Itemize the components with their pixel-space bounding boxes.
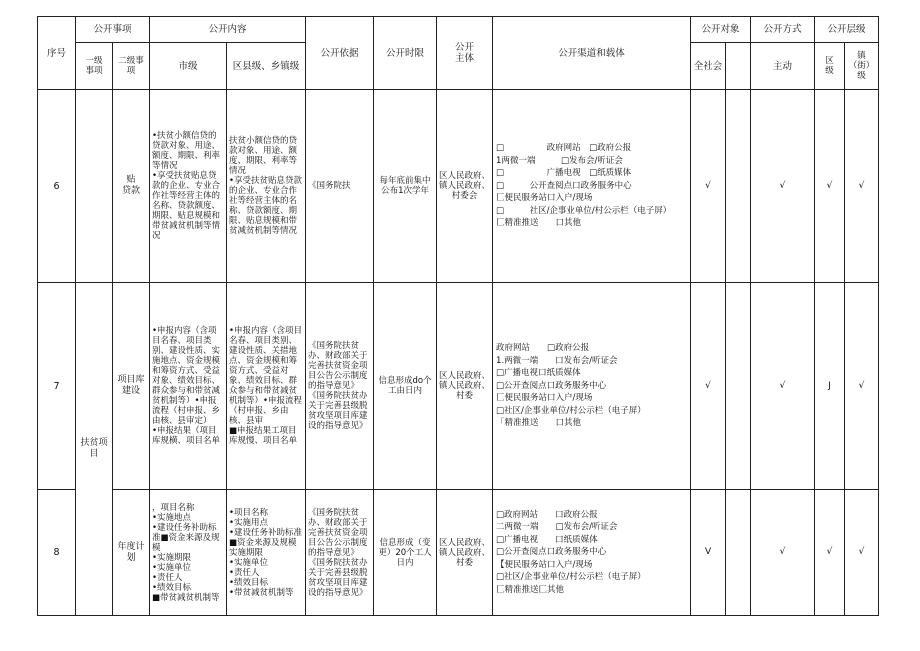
channel-line: 1两微一端 □发布会/听证会: [496, 155, 623, 166]
row-object-empty: [726, 490, 751, 616]
header-method-group: 公开方式: [751, 17, 815, 43]
row-level-town: √: [845, 490, 879, 616]
row-object-all: √: [691, 90, 726, 283]
row-level2: 贴 贷款: [113, 90, 150, 283]
row-subject: 区人民政府、镇人民政府、村委会: [437, 90, 493, 283]
header-object-empty: [726, 43, 751, 90]
header-level-town: 镇 （街） 级: [845, 43, 879, 90]
header-level-group: 公开层级: [815, 17, 879, 43]
row-subject: 区人民政府、镇人民政府、村委: [437, 283, 493, 490]
channel-line: 1.两微一端 口发布会/听证会: [496, 355, 618, 366]
row-object-all: √: [691, 283, 726, 490]
row-content-city: ，项目名称 •实施地点 •建设任务补助标准■资金来源及规模 •实施期限 •实施单位 •责任人 •绩效目标 ■带贫减贫机制等: [150, 490, 227, 616]
table-row: [38, 283, 879, 490]
row-channel: [493, 90, 691, 283]
row-basis: 《国务院扶贫办、财政部关于完善扶贫资金项目公告公示制度的指导意见》《国务院扶贫办关于完善县级脱贫攻坚项目库建设的指导意见》: [306, 283, 374, 490]
channel-line: 匚便民服务站口入户/现场: [496, 193, 593, 204]
header-object-group: 公开对象: [691, 17, 751, 43]
channel-line: □ 社区/企事业单位/村公示栏（电子屏）: [496, 205, 672, 216]
row-content-county: •项目名称 •实施用点 •建设任务补助标准■资金来源及规模 实施期限 •实施单位 •责任人 •绩效目标 •带贫减贫机制等: [227, 490, 306, 616]
channel-line: 二两微一端 □发布会/听证会: [496, 522, 618, 533]
header-content-county: 区县级、乡镇级: [227, 43, 306, 90]
row-channel: [493, 283, 691, 490]
header-method-active: 主动: [751, 43, 815, 90]
channel-line: □ 公开查阅点口政务服务中心: [496, 180, 632, 191]
row-subject: 区人民政府、镇人民政府、村委: [437, 490, 493, 616]
header-basis: 公开依据: [306, 17, 374, 90]
header-content-city: 市级: [150, 43, 227, 90]
channel-line: □公开查阅点口政务服务中心: [496, 547, 607, 558]
row-object-empty: [726, 90, 751, 283]
channel-line: 【便民服务站口入户/现场: [496, 559, 593, 570]
header-time-limit: 公开时限: [374, 17, 437, 90]
row-object-all: V: [691, 490, 726, 616]
header-content-group: 公开内容: [150, 17, 306, 43]
row-time-limit: 每年底前集中公布1次学年: [374, 90, 437, 283]
channel-line: □社区/企事业单位/村公示栏（电子屏）: [496, 405, 646, 416]
channel-line: □政府网站 口政府公报: [496, 509, 598, 520]
disclosure-table-sheet: [37, 16, 878, 616]
row-channel: [493, 490, 691, 616]
row-seq: 6: [38, 90, 76, 283]
channel-line: □广播电视口纸质媒体: [496, 368, 581, 379]
channel-line: 匚精准推送 口其他: [496, 218, 582, 229]
channel-line: 政府网站 □政府公报: [496, 343, 590, 354]
channel-line: 匚便民服务站口入户/现场: [496, 393, 593, 404]
row-level-district: √: [815, 90, 845, 283]
row-content-city: •扶贫小额信贷的贷款对象、用途、额度、期限、利率等情况 •享受扶贫贴息贷款的企业、专业合作社等经营主体的名称、贷款额度、期限、贴息规模和带贫减贫机制等情况: [150, 90, 227, 283]
disclosure-table: [37, 16, 879, 616]
table-row: [38, 90, 879, 283]
row-object-empty: [726, 283, 751, 490]
row-content-county: •申报内容（含项目名春、项目类别、建设性质、关措地点、资金规模和筹资方式、受益对象、绩效目标、群众参与和带贫减贫机制等）•申报流程（村申报、乡由核、县审 ■申报结果工项目库规慢、项目名单: [227, 283, 306, 490]
row-level1: 扶贫项 目: [76, 283, 113, 616]
row-level2: 项目库 建设: [113, 283, 150, 490]
row-level-district: J: [815, 283, 845, 490]
row-level1: [76, 90, 113, 283]
row-method-active: √: [751, 90, 815, 283]
row-level-town: √: [845, 90, 879, 283]
table-row: [38, 490, 879, 616]
row-level-town: √: [845, 283, 879, 490]
row-seq: 7: [38, 283, 76, 490]
channel-line: □ 广播电视 □纸质媒体: [496, 168, 632, 179]
header-item-group: 公开事项: [76, 17, 150, 43]
row-basis: 《国务院扶贫办、财政部关于完善扶贫资金项目公告公示制度的指导意见》《国务院扶贫办关于完善县级脱贫攻坚项目库建设的指导意见》: [306, 490, 374, 616]
header-channel: 公开渠道和载体: [493, 17, 691, 90]
row-time-limit: 信息形成do个工由日内: [374, 283, 437, 490]
row-level2: 年度计 划: [113, 490, 150, 616]
header-level-district: 区 级: [815, 43, 845, 90]
channel-line: □社区/企事业单位/村公示栏（电子屏）: [496, 572, 646, 583]
header-level2: 二级事 项: [113, 43, 150, 90]
row-seq: 8: [38, 490, 76, 616]
header-seq: 序号: [38, 17, 76, 90]
header-subject: 公开 主体: [437, 17, 493, 90]
row-method-active: √: [751, 490, 815, 616]
row-level-district: √: [815, 490, 845, 616]
row-basis: 《国务院扶: [306, 90, 374, 283]
row-content-city: •申报内容（含项目名春、项目类别、建设性质、实施地点、资金规模和筹资方式、受益对象、绩效目标、群众参与和带贫减贫机制等）•申报流程（村申报、乡由核、县审定） •申报结果（项目库规横、项目名单: [150, 283, 227, 490]
row-time-limit: 信息形成（变更）20个工人日内: [374, 490, 437, 616]
channel-line: 「精准推送 口其他: [496, 418, 582, 429]
row-content-county: 扶贫小额信贷的贷款对象、用途、额度、期限、利率等情况 •享受扶贫贴息贷款的企业、专业合作社等经营主体的名称、贷款额度、期限、贴息规模和带贫减贫机制等情况: [227, 90, 306, 283]
channel-line: □公开查阅点口政务服务中心: [496, 380, 607, 391]
channel-line: 匚精准推送匚其他: [496, 584, 565, 595]
row-method-active: √: [751, 283, 815, 490]
channel-line: □广播电视 口纸质媒体: [496, 534, 598, 545]
header-object-all: 全社会: [691, 43, 726, 90]
channel-line: □ 政府网站 □政府公报: [496, 143, 632, 154]
header-level1: 一级 事项: [76, 43, 113, 90]
